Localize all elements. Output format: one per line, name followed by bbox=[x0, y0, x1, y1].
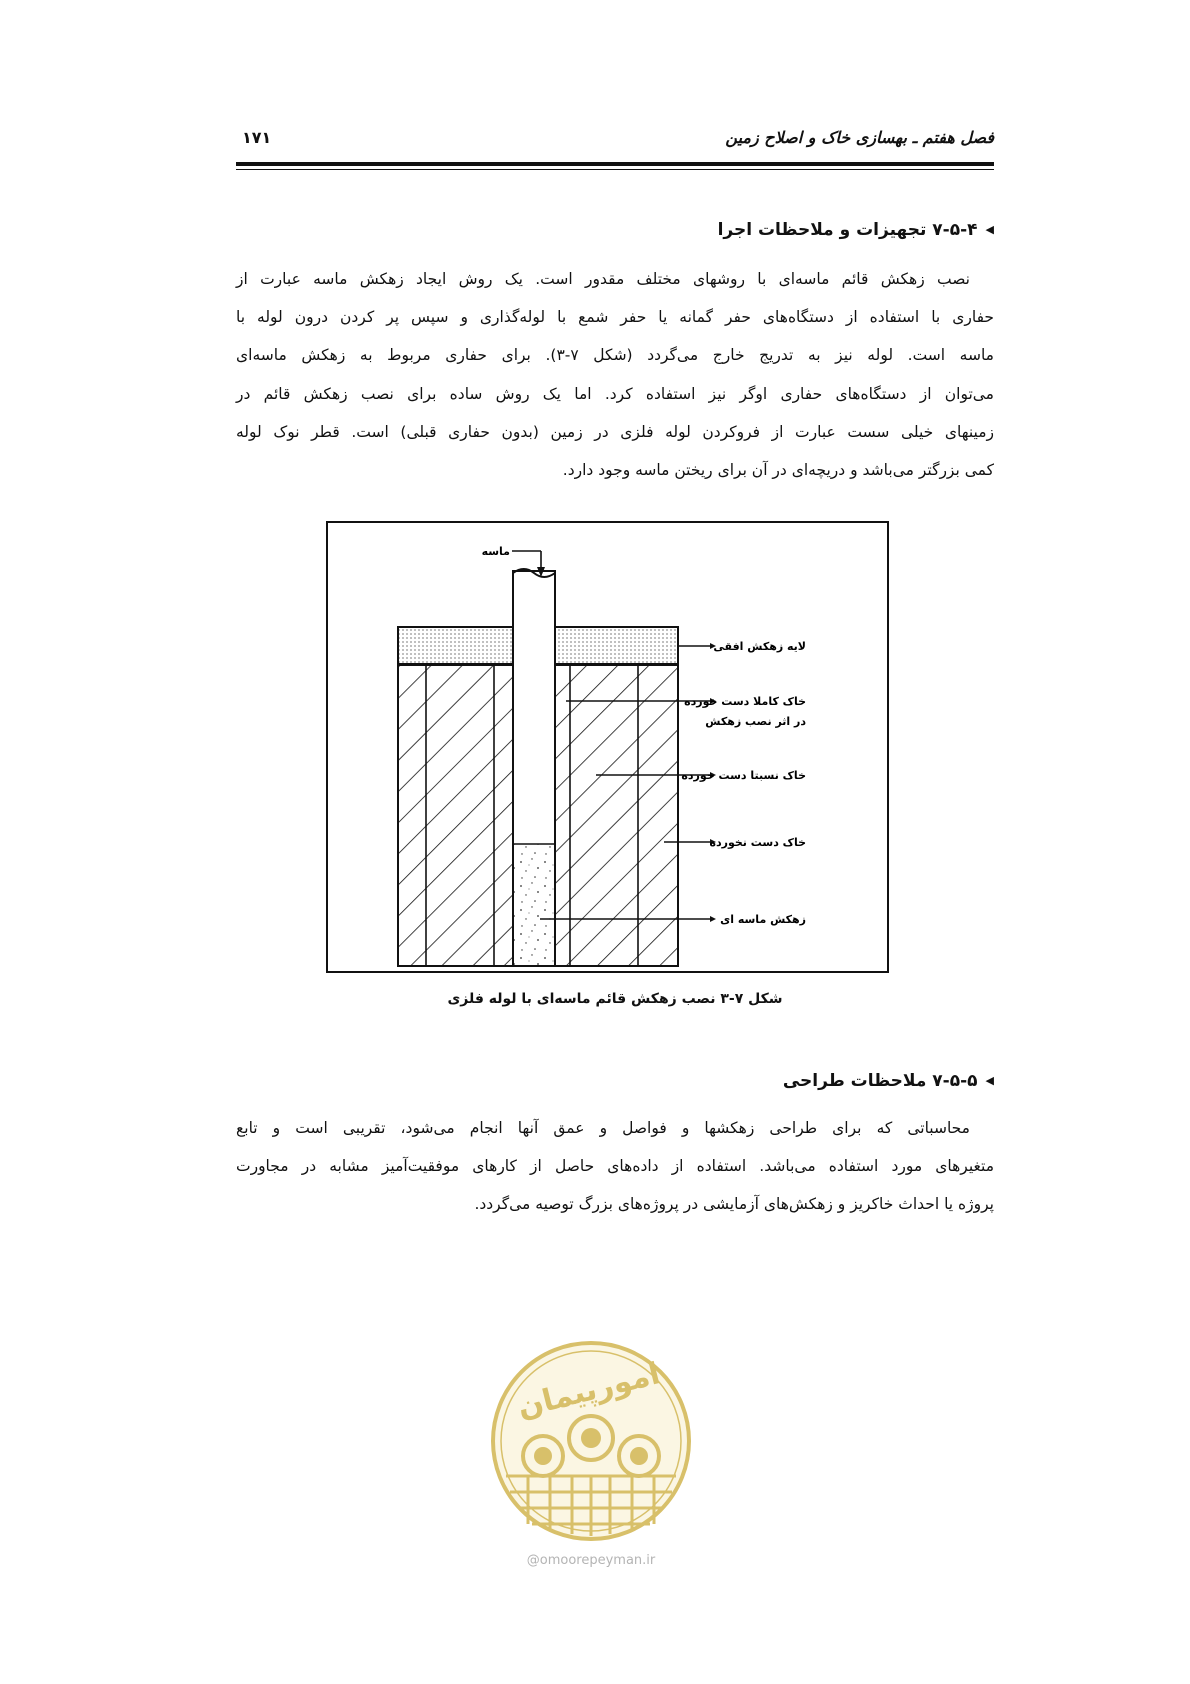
page-number: ۱۷۱ bbox=[242, 128, 272, 147]
figure-sand-drain bbox=[326, 521, 889, 973]
paragraph-line: می‌توان از دستگاه‌های حفاری اوگر نیز استفاده کرد. اما یک روش ساده برای نصب زهکش قائم در bbox=[236, 384, 994, 403]
chapter-title: فصل هفتم ـ بهسازی خاک و اصلاح زمین bbox=[725, 128, 994, 147]
paragraph-line: حفاری با استفاده از دستگاه‌های حفر گمانه یا حفر شمع با لوله‌گذاری و سپس پر کردن درون لوله با bbox=[236, 308, 994, 327]
paragraph-line: متغیرهای مورد استفاده می‌باشد. استفاده از داده‌های حاصل از کارهای موفقیت‌آمیز مشابه در مجاورت bbox=[236, 1157, 994, 1176]
triangle-bullet-icon: ◀ bbox=[985, 223, 994, 236]
paragraph-line: ماسه است. لوله نیز به تدریج خارج می‌گردد (شکل ۷-۳). برای حفاری مربوط به زهکش ماسه‌ای bbox=[236, 346, 994, 365]
section-heading-4 bbox=[718, 220, 994, 240]
section-heading-5-text: ۷-۵-۵ ملاحظات طراحی bbox=[782, 1071, 978, 1091]
paragraph-line: زمینهای خیلی سست عبارت از فروکردن لوله فلزی در زمین (بدون حفاری قبلی) است. قطر نوک لوله bbox=[236, 422, 994, 441]
label-fully-disturbed-line2: در اثر نصب زهکش bbox=[705, 715, 806, 728]
watermark-at-icon: @ bbox=[526, 1553, 540, 1568]
label-horizontal-drain-layer: لایه زهکش افقی bbox=[713, 640, 806, 653]
triangle-bullet-icon: ◀ bbox=[985, 1074, 994, 1087]
paragraph-design bbox=[236, 1109, 994, 1224]
watermark-logo-text: امورپیمان bbox=[513, 1356, 664, 1426]
paragraph-equipment bbox=[236, 260, 994, 489]
watermark-logo bbox=[488, 1338, 694, 1544]
page-header bbox=[236, 128, 994, 156]
section-heading-4-text: ۷-۵-۴ تجهیزات و ملاحظات اجرا bbox=[717, 220, 978, 240]
label-undisturbed: خاک دست نخورده bbox=[709, 836, 806, 849]
label-partly-disturbed: خاک نسبتا دست خورده bbox=[681, 769, 806, 782]
sand-drain-column bbox=[514, 844, 554, 965]
figure-caption: شکل ۷-۳ نصب زهکش قائم ماسه‌ای با لوله فلزی bbox=[447, 991, 783, 1007]
header-rule-thick bbox=[236, 162, 994, 166]
label-fully-disturbed: خاک کاملا دست خورده bbox=[684, 695, 806, 708]
paragraph-line: کمی بزرگتر می‌باشد و دریچه‌ای در آن برای ریختن ماسه وجود دارد. bbox=[562, 460, 994, 479]
header-rule-thin bbox=[236, 169, 994, 170]
label-sand-drain: زهکش ماسه ای bbox=[720, 913, 806, 926]
watermark-url-text: omoorepeyman.ir bbox=[539, 1553, 656, 1568]
paragraph-line: نصب زهکش قائم ماسه‌ای با روشهای مختلف مقدور است. یک روش ایجاد زهکش ماسه عبارت از bbox=[236, 270, 970, 288]
paragraph-line: محاسباتی که برای طراحی زهکشها و فواصل و عمق آنها انجام می‌شود، تقریبی است و تابع bbox=[236, 1119, 970, 1137]
paragraph-line: پروژه یا احداث خاکریز و زهکش‌های آزمایشی در پروژه‌های بزرگ توصیه می‌گردد. bbox=[474, 1195, 994, 1214]
label-sand: ماسه bbox=[481, 545, 510, 558]
section-heading-5 bbox=[783, 1071, 994, 1091]
watermark-url bbox=[488, 1553, 694, 1568]
